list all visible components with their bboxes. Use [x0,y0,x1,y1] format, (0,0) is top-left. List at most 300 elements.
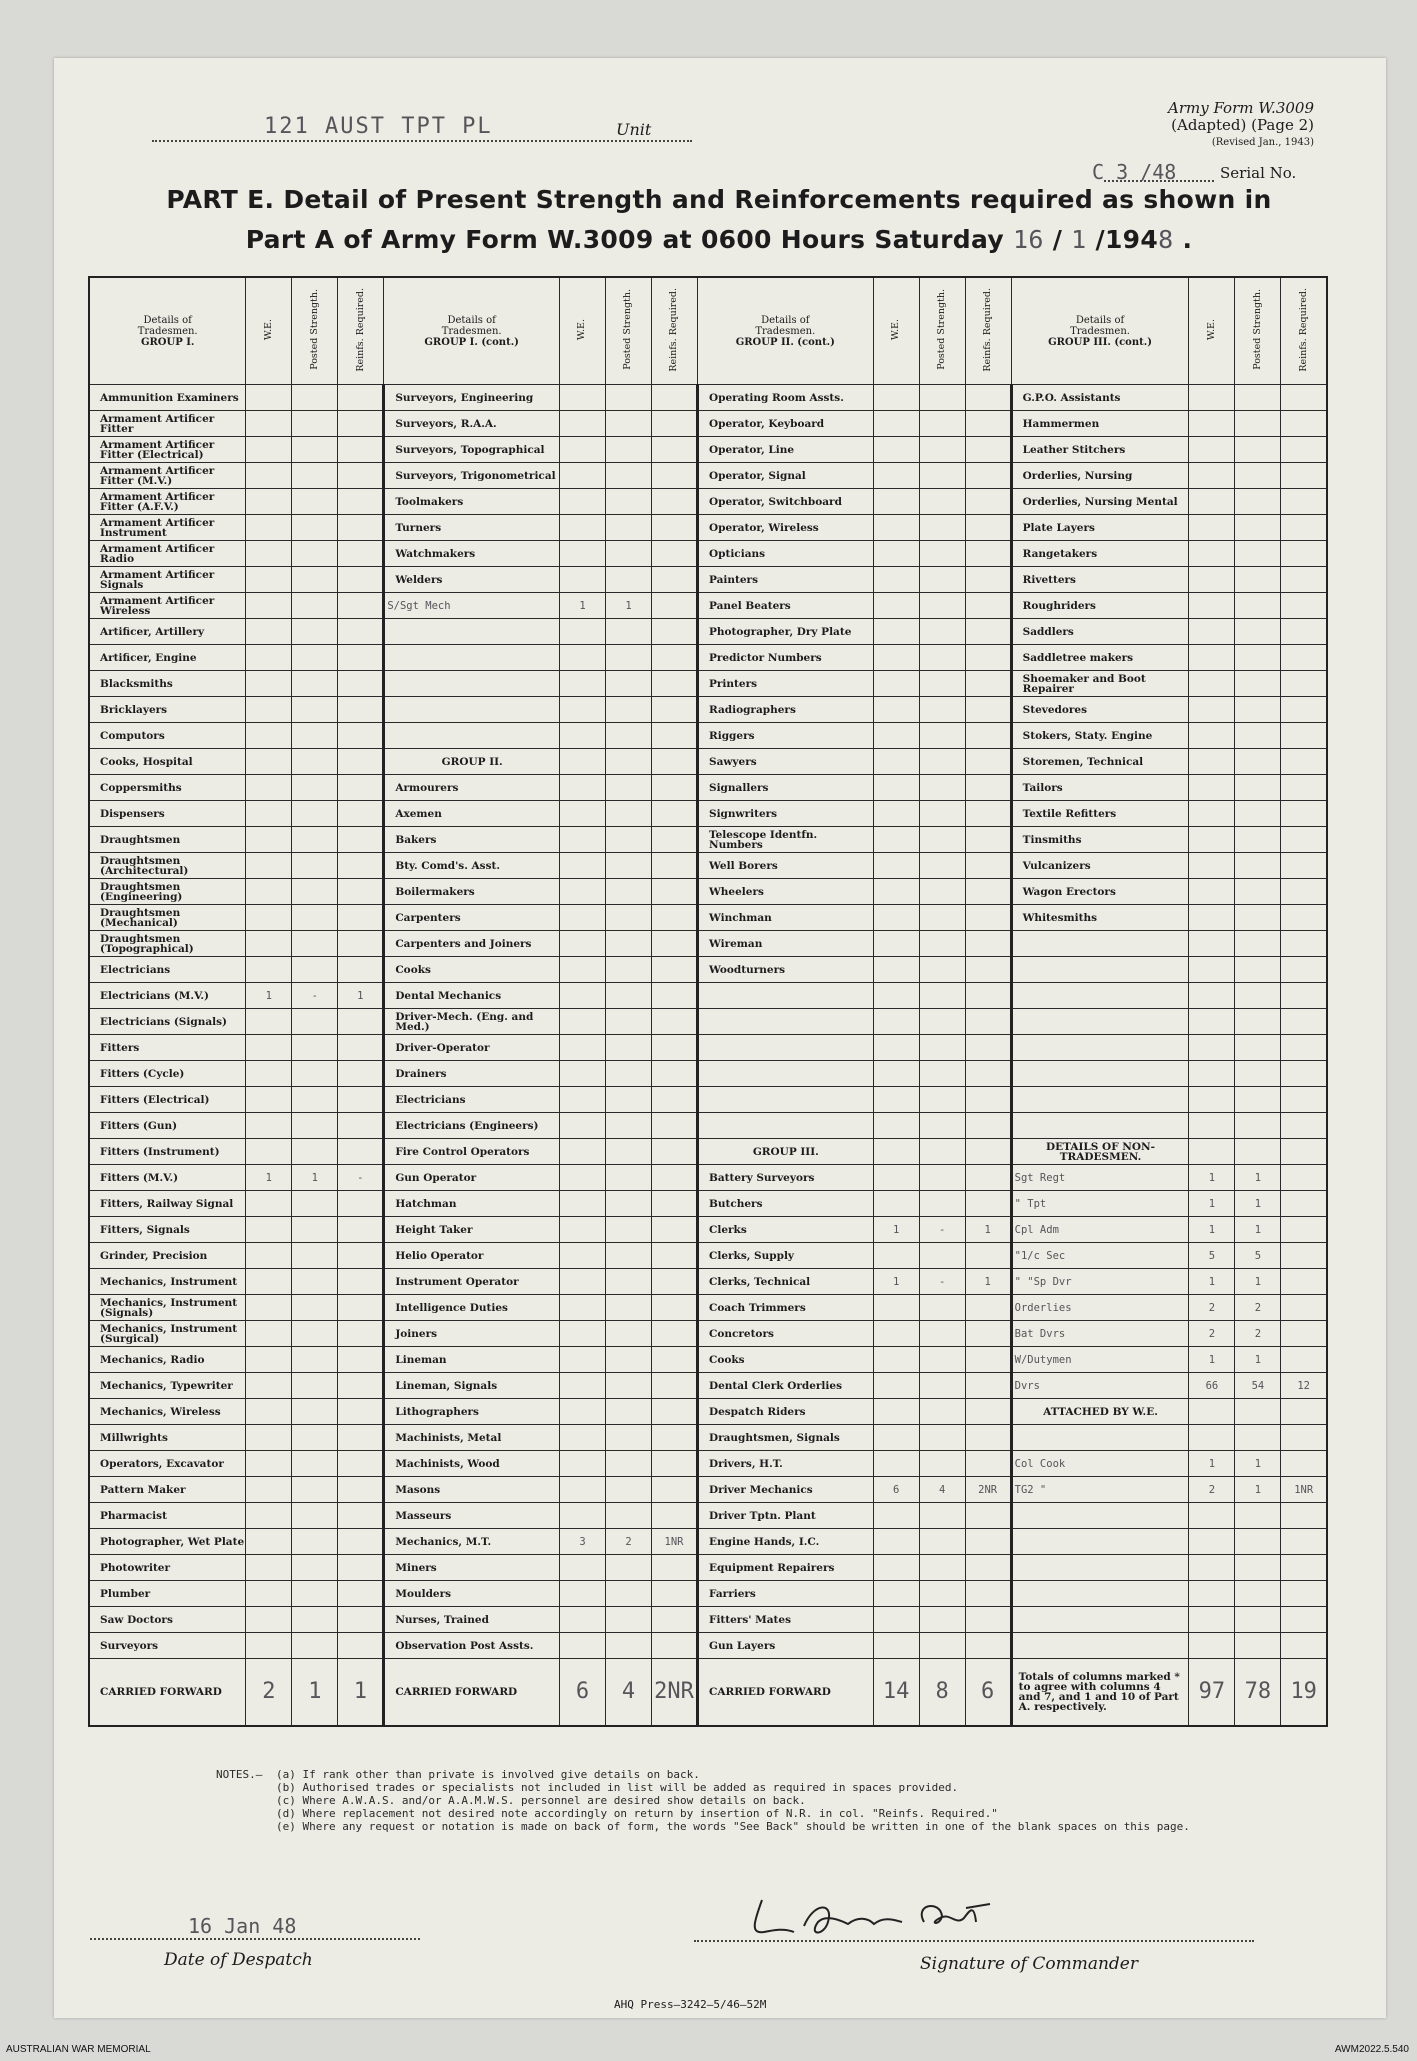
cell-re [338,1061,384,1087]
cell-we [246,1009,292,1035]
trade-label: Driver-Operator [384,1035,560,1061]
unit-value: 121 AUST TPT PL [264,114,493,139]
trade-label: Artificer, Artillery [89,619,246,645]
cell-we [873,1035,919,1061]
cell-re [651,1165,697,1191]
cell-ps [292,1295,338,1321]
cell-ps [919,1451,965,1477]
strength-table [88,276,1328,1727]
cell-we [246,931,292,957]
cell-ps: 1 [1235,1451,1281,1477]
cell-re [965,411,1011,437]
cell-ps [292,1633,338,1659]
cell-we [873,515,919,541]
total-re: 19 [1281,1659,1327,1727]
table-row [89,1607,1327,1633]
cell-ps [605,1321,651,1347]
cell-re [338,957,384,983]
cell-we [559,463,605,489]
cell-we [246,879,292,905]
cell-re [965,437,1011,463]
cell-we [559,801,605,827]
cell-ps: 1 [605,593,651,619]
cell-ps [1235,1633,1281,1659]
trade-label: Armament Artificer Fitter (M.V.) [89,463,246,489]
cell-we [1189,1581,1235,1607]
cf-b-we: 6 [559,1659,605,1727]
cell-ps [292,541,338,567]
cell-we: 6 [873,1477,919,1503]
cell-we [559,1113,605,1139]
cell-we [246,775,292,801]
cell-re [651,619,697,645]
cell-re [338,1217,384,1243]
cell-we [246,515,292,541]
col-posted: Posted Strength. [1235,277,1281,385]
cell-ps [292,1009,338,1035]
cell-we [1189,645,1235,671]
cell-ps [605,1399,651,1425]
table-row [89,1113,1327,1139]
note-e: (e) Where any request or notation is made on back of form, the words "See Back" should be written in one of the blank spaces on this page. [276,1820,1190,1833]
trade-label: Computors [89,723,246,749]
col-details-group1: Details of Tradesmen. GROUP I. [89,277,246,385]
cell-ps [919,905,965,931]
cf-c-we: 14 [873,1659,919,1727]
table-row [89,541,1327,567]
cell-re [338,905,384,931]
cell-we [873,1347,919,1373]
trade-label: Printers [697,671,873,697]
cell-we [559,905,605,931]
trade-label: Helio Operator [384,1243,560,1269]
cell-ps [605,775,651,801]
cell-ps [292,1191,338,1217]
cell-ps [292,1035,338,1061]
cell-we [246,905,292,931]
cell-we [873,1373,919,1399]
trade-label: Storemen, Technical [1011,749,1189,775]
trade-label: Telescope Identfn. Numbers [697,827,873,853]
cell-we [246,619,292,645]
cell-re [1281,645,1327,671]
trade-label: Winchman [697,905,873,931]
cell-ps [605,957,651,983]
trade-label [1011,1503,1189,1529]
cell-we [559,1555,605,1581]
cell-ps [919,853,965,879]
trade-label: Plumber [89,1581,246,1607]
form-reference [1168,100,1314,151]
trade-label: Drainers [384,1061,560,1087]
carried-forward-row [89,1659,1327,1727]
cell-we [246,1035,292,1061]
cell-re [965,1243,1011,1269]
trade-label: Drivers, H.T. [697,1451,873,1477]
trade-label: Photographer, Dry Plate [697,619,873,645]
cell-re [338,489,384,515]
title-line2: Part A of Army Form W.3009 at 0600 Hours Saturday [245,225,1004,254]
cell-we [873,385,919,411]
cell-ps [605,671,651,697]
trade-label: Radiographers [697,697,873,723]
cell-ps [292,1373,338,1399]
table-row [89,879,1327,905]
cell-we [559,1217,605,1243]
cell-ps [292,957,338,983]
cell-re [1281,957,1327,983]
cell-re [651,1009,697,1035]
cell-re [338,1425,384,1451]
cell-re [651,931,697,957]
trade-label: TG2 " [1011,1477,1189,1503]
trade-label: Surveyors, R.A.A. [384,411,560,437]
cell-re [1281,697,1327,723]
cell-re [965,749,1011,775]
title-date-year-prefix: 194 [1104,225,1159,254]
cell-we [559,1477,605,1503]
trade-label: Bty. Comd's. Asst. [384,853,560,879]
group-heading: GROUP II. [384,749,560,775]
cell-ps [1235,1035,1281,1061]
cell-ps: 1 [1235,1217,1281,1243]
cell-re [338,593,384,619]
cell-re [965,567,1011,593]
col-reinfs: Reinfs. Required. [651,277,697,385]
cell-we [246,1399,292,1425]
cell-ps [292,463,338,489]
table-row [89,619,1327,645]
col-reinfs: Reinfs. Required. [1281,277,1327,385]
trade-label: Shoemaker and Boot Repairer [1011,671,1189,697]
trade-label: Wheelers [697,879,873,905]
cell-we [559,1347,605,1373]
cell-we: 1 [873,1217,919,1243]
trade-label: Fitters (Instrument) [89,1139,246,1165]
group-heading: ATTACHED BY W.E. [1011,1399,1189,1425]
cell-we [1189,463,1235,489]
cell-we [246,1269,292,1295]
cell-re [1281,385,1327,411]
trade-label: Draughtsmen, Signals [697,1425,873,1451]
cell-ps [605,619,651,645]
cell-ps [919,463,965,489]
trade-label [697,1009,873,1035]
trade-label: Dental Mechanics [384,983,560,1009]
table-row [89,1321,1327,1347]
table-row [89,1347,1327,1373]
cell-ps [292,385,338,411]
cell-re [338,385,384,411]
cell-ps [605,723,651,749]
cell-we [559,1061,605,1087]
cell-re [651,697,697,723]
cell-ps [919,1373,965,1399]
cell-we [246,567,292,593]
trade-label: Textile Refitters [1011,801,1189,827]
cell-re [651,1113,697,1139]
cell-we [873,1451,919,1477]
cell-ps [1235,697,1281,723]
table-row [89,385,1327,411]
table-row [89,567,1327,593]
cf-c-ps: 8 [919,1659,965,1727]
cell-we [1189,905,1235,931]
table-row [89,411,1327,437]
cell-ps [919,801,965,827]
cell-re: 1 [338,983,384,1009]
trade-label: Millwrights [89,1425,246,1451]
cell-ps [919,1321,965,1347]
cell-we [559,983,605,1009]
cell-re [338,1529,384,1555]
cell-re [651,853,697,879]
col-details-group3-cont: Details of Tradesmen. GROUP III. (cont.) [1011,277,1189,385]
col-details-group2-cont: Details of Tradesmen. GROUP II. (cont.) [697,277,873,385]
cell-re: 1NR [1281,1477,1327,1503]
trade-label: Despatch Riders [697,1399,873,1425]
trade-label [384,671,560,697]
table-row [89,1087,1327,1113]
cell-we [559,879,605,905]
cell-re [338,801,384,827]
cell-ps: 2 [1235,1295,1281,1321]
trade-label: Woodturners [697,957,873,983]
table-row [89,463,1327,489]
trade-label: Sgt Regt [1011,1165,1189,1191]
cell-ps [1235,489,1281,515]
cell-re [965,1555,1011,1581]
trade-label: Driver-Mech. (Eng. and Med.) [384,1009,560,1035]
trade-label [384,619,560,645]
cell-ps [605,645,651,671]
cell-we [559,1581,605,1607]
cell-we: 1 [1189,1217,1235,1243]
trade-label: Height Taker [384,1217,560,1243]
cell-ps [1235,1009,1281,1035]
cell-we [1189,853,1235,879]
trade-label: Grinder, Precision [89,1243,246,1269]
cell-we [873,1139,919,1165]
cell-we [1189,723,1235,749]
cell-we [246,1139,292,1165]
cell-ps [919,1347,965,1373]
cell-ps [919,723,965,749]
cell-we: 1 [1189,1347,1235,1373]
title-date-year-suffix: 8 [1158,225,1174,254]
trade-label: Rivetters [1011,567,1189,593]
cell-re [965,957,1011,983]
cell-ps [919,957,965,983]
cell-re: 12 [1281,1373,1327,1399]
cell-we [873,411,919,437]
cell-we [559,775,605,801]
cell-ps [919,619,965,645]
cell-re [338,671,384,697]
cell-re [338,1399,384,1425]
cell-re [651,957,697,983]
cell-we [246,1087,292,1113]
cell-we [873,905,919,931]
cell-re [651,1139,697,1165]
cell-re [1281,1425,1327,1451]
trade-label: Boilermakers [384,879,560,905]
cell-re [338,1035,384,1061]
trade-label: Electricians [384,1087,560,1113]
cell-we [873,1321,919,1347]
trade-label: Bakers [384,827,560,853]
trade-label [1011,1529,1189,1555]
cell-ps [919,1165,965,1191]
cell-ps [292,619,338,645]
trade-label [1011,1113,1189,1139]
trade-label: Intelligence Duties [384,1295,560,1321]
cell-re [651,1581,697,1607]
cell-ps [605,1139,651,1165]
cell-ps [292,775,338,801]
cell-ps [605,749,651,775]
trade-label: Dental Clerk Orderlies [697,1373,873,1399]
table-row [89,489,1327,515]
cell-re [965,1607,1011,1633]
archive-id: AWM2022.5.540 [1334,2044,1409,2055]
cell-ps [1235,1425,1281,1451]
cell-ps [1235,905,1281,931]
cell-we [246,1321,292,1347]
cell-ps [605,1061,651,1087]
trade-label: Instrument Operator [384,1269,560,1295]
trade-label: Fitters, Signals [89,1217,246,1243]
table-row [89,1633,1327,1659]
cell-re [338,463,384,489]
cell-we [559,1243,605,1269]
cell-re [651,385,697,411]
cell-re [1281,1347,1327,1373]
trade-label: Riggers [697,723,873,749]
cell-re: 2NR [965,1477,1011,1503]
trade-label: Engine Hands, I.C. [697,1529,873,1555]
col-we: W.E. [559,277,605,385]
cell-re [338,515,384,541]
trade-label: Clerks, Supply [697,1243,873,1269]
cell-we [559,749,605,775]
cell-re [965,983,1011,1009]
trade-label: Machinists, Wood [384,1451,560,1477]
cell-we: 2 [1189,1477,1235,1503]
cell-we [873,1009,919,1035]
col-reinfs: Reinfs. Required. [965,277,1011,385]
table-row [89,801,1327,827]
cell-we [559,567,605,593]
table-row [89,1425,1327,1451]
cell-re [338,645,384,671]
cell-ps [1235,801,1281,827]
cell-we [246,1607,292,1633]
cell-re [651,1087,697,1113]
trade-label: Armament Artificer Instrument [89,515,246,541]
cell-ps [919,1139,965,1165]
cell-we [246,1373,292,1399]
trade-label [1011,1633,1189,1659]
cell-ps [919,1503,965,1529]
cell-we [1189,1113,1235,1139]
trade-label: Hammermen [1011,411,1189,437]
cell-ps [919,697,965,723]
cell-we [873,931,919,957]
cell-re [965,1009,1011,1035]
trade-label: Armament Artificer Fitter [89,411,246,437]
cell-ps [919,645,965,671]
cell-re [1281,1633,1327,1659]
cell-we [246,671,292,697]
cell-re [965,827,1011,853]
cell-ps [919,1061,965,1087]
table-row [89,1269,1327,1295]
table-row [89,1139,1327,1165]
trade-label: Armament Artificer Fitter (A.F.V.) [89,489,246,515]
table-row [89,1581,1327,1607]
table-row [89,1373,1327,1399]
cell-we: 1 [1189,1191,1235,1217]
cell-we [559,1607,605,1633]
cell-we [559,1425,605,1451]
cell-re [338,1139,384,1165]
trade-label: Clerks, Technical [697,1269,873,1295]
cell-re [338,1607,384,1633]
cell-we [246,411,292,437]
cell-we [559,1295,605,1321]
form-line2: (Adapted) (Page 2) [1171,116,1314,134]
trade-label: Signwriters [697,801,873,827]
cell-re [338,619,384,645]
cell-re [651,593,697,619]
cell-re [1281,1503,1327,1529]
cell-re [338,437,384,463]
trade-label: Electricians (M.V.) [89,983,246,1009]
title-end: . [1182,225,1193,254]
cell-re [338,749,384,775]
cell-re [965,1347,1011,1373]
cell-we [873,1295,919,1321]
cell-we [1189,1087,1235,1113]
trade-label: Operators, Excavator [89,1451,246,1477]
cell-ps [605,1113,651,1139]
cell-re [651,567,697,593]
trade-label: Dvrs [1011,1373,1189,1399]
cell-re [965,489,1011,515]
cell-we [559,411,605,437]
cell-we [873,1061,919,1087]
commander-signature [744,1892,1004,1942]
cell-re [1281,1113,1327,1139]
trade-label: Draughtsmen (Topographical) [89,931,246,957]
trade-label: Clerks [697,1217,873,1243]
cell-ps [919,931,965,957]
trade-label: Fitters, Railway Signal [89,1191,246,1217]
cell-we [246,1191,292,1217]
cell-we [1189,593,1235,619]
cell-ps [605,463,651,489]
cell-we [559,1321,605,1347]
trade-label: Tinsmiths [1011,827,1189,853]
form-page [54,58,1386,2018]
cell-ps [919,1191,965,1217]
cell-ps [292,567,338,593]
cell-ps: 2 [1235,1321,1281,1347]
cell-ps [605,1243,651,1269]
trade-label [1011,1009,1189,1035]
form-title [114,180,1324,260]
